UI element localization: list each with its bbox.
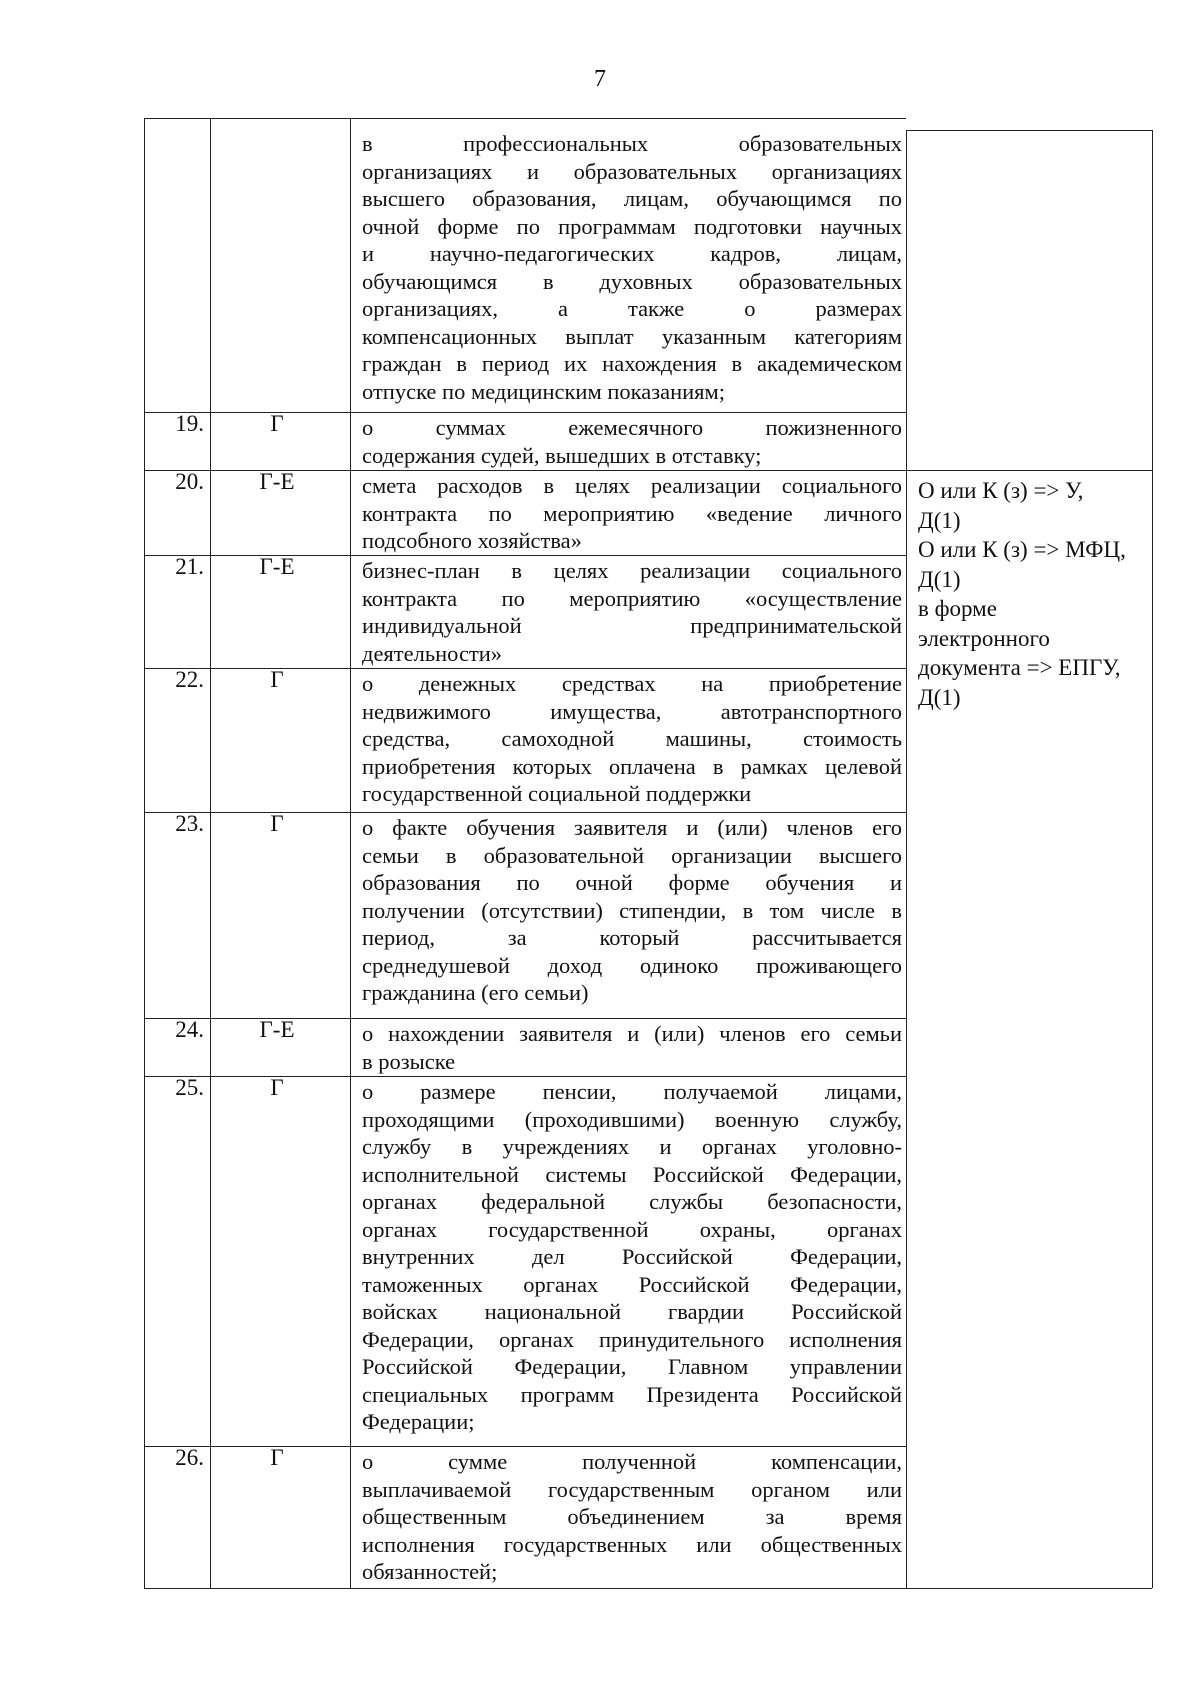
row-text-line: о сумме полученной компенсации, — [362, 1449, 902, 1474]
row-text-line: обучающимся в духовных образовательных — [362, 268, 902, 294]
row-text-line: семьи в образовательной организации высшего — [362, 842, 902, 868]
row-text-line: о суммах ежемесячного пожизненного — [362, 415, 902, 440]
row-text-line: организациях, а также о размерах — [362, 296, 902, 321]
row-text-line: организациях и образовательных организациях — [362, 158, 902, 184]
row-number: 22. — [175, 667, 204, 692]
table-divider-code — [350, 118, 351, 1588]
row-text-line: проходящими (проходившими) военную службу, — [362, 1106, 902, 1132]
route-line: О или К (з) => МФЦ, — [918, 537, 1126, 562]
table-border-bottom — [144, 1588, 1152, 1589]
row-text-line: о денежных средствах на приобретение — [362, 671, 902, 696]
row-text-line: контракта по мероприятию «ведение личного — [362, 500, 902, 526]
row-text-line: государственной социальной поддержки — [362, 781, 752, 806]
table-row — [362, 130, 902, 405]
row-text-line: выплачиваемой государственным органом или — [362, 1476, 902, 1502]
row-code: Г — [270, 1075, 284, 1100]
row-text-line: средства, самоходной машины, стоимость — [362, 726, 902, 751]
row-text-line: в профессиональных образовательных — [362, 131, 902, 156]
table-row — [362, 814, 902, 1007]
row-text-line: общественным объединением за время — [362, 1504, 902, 1529]
row-text-line: исполнительной системы Российской Федерации, — [362, 1161, 902, 1187]
table-row — [362, 1448, 902, 1586]
row-number: 24. — [175, 1017, 204, 1042]
row-text-line: среднедушевой доход одиноко проживающего — [362, 952, 902, 978]
table-row — [362, 472, 902, 555]
page-number: 7 — [594, 66, 606, 92]
row-text-line: в розыске — [362, 1048, 456, 1074]
route-line: Д(1) — [918, 566, 961, 592]
submission-route-cell — [918, 476, 1148, 712]
row-code: Г-Е — [259, 469, 295, 494]
row-number: 21. — [175, 554, 204, 579]
row-text-line: контракта по мероприятию «осуществление — [362, 585, 902, 611]
row-text-line: службу в учреждениях и органах уголовно- — [362, 1134, 902, 1159]
row-text-line: органах федеральной службы безопасности, — [362, 1189, 902, 1214]
row-text-line: подсобного хозяйства» — [362, 528, 582, 553]
row-number: 20. — [175, 469, 204, 494]
row-text-line: содержания судей, вышедших в отставку; — [362, 442, 762, 468]
table-border-left — [144, 118, 145, 1588]
row-text-line: отпуске по медицинским показаниям; — [362, 378, 725, 404]
table-row — [362, 670, 902, 808]
table-row — [362, 1078, 902, 1436]
row-text-line: гражданина (его семьи) — [362, 980, 589, 1005]
row-text-line: исполнения государственных или общественных — [362, 1531, 902, 1557]
route-line: О или К (з) => У, — [918, 478, 1084, 503]
route-line: электронного — [918, 625, 1050, 651]
row-text-line: бизнес-план в целях реализации социального — [362, 558, 902, 583]
row-text-line: образования по очной форме обучения и — [362, 870, 902, 895]
row-text-line: смета расходов в целях реализации социального — [362, 473, 902, 498]
row-text-line: очной форме по программам подготовки научных — [362, 213, 902, 239]
row-text-line: компенсационных выплат указанным категориям — [362, 323, 902, 349]
row-code: Г — [270, 1445, 284, 1470]
row-code: Г — [270, 811, 284, 836]
row-text-line: и научно-педагогических кадров, лицам, — [362, 241, 902, 266]
row-text-line: Федерации; — [362, 1409, 475, 1434]
row-text-line: недвижимого имущества, автотранспортного — [362, 698, 902, 724]
row-number: 23. — [175, 811, 204, 836]
table-border-top — [144, 118, 906, 119]
row-number: 26. — [175, 1445, 204, 1470]
row-number: 19. — [175, 411, 204, 436]
table-divider-desc — [906, 130, 907, 1588]
row-text-line: индивидуальной предпринимательской — [362, 613, 902, 638]
table-divider-num — [210, 118, 211, 1588]
row-code: Г-Е — [259, 1017, 295, 1042]
row-text-line: приобретения которых оплачена в рамках целевой — [362, 753, 902, 779]
row-text-line: о нахождении заявителя и (или) членов его семьи — [362, 1021, 902, 1046]
row-text-line: войсках национальной гвардии Российской — [362, 1299, 902, 1324]
route-line: Д(1) — [918, 684, 961, 710]
route-line: в форме — [918, 596, 997, 621]
row-text-line: граждан в период их нахождения в академическом — [362, 351, 902, 376]
row-text-line: внутренних дел Российской Федерации, — [362, 1244, 902, 1269]
table-row — [362, 557, 902, 667]
row-text-line: таможенных органах Российской Федерации, — [362, 1271, 902, 1297]
row-code: Г-Е — [259, 554, 295, 579]
route-line: документа => ЕПГУ, — [918, 655, 1121, 680]
row-text-line: получении (отсутствии) стипендии, в том числе в — [362, 897, 902, 923]
row-text-line: деятельности» — [362, 640, 503, 666]
row-text-line: Российской Федерации, Главном управлении — [362, 1354, 902, 1379]
row-text-line: период, за который рассчитывается — [362, 925, 902, 950]
row-text-line: специальных программ Президента Российской — [362, 1381, 902, 1407]
row-text-line: органах государственной охраны, органах — [362, 1216, 902, 1242]
row-text-line: о размере пенсии, получаемой лицами, — [362, 1079, 902, 1104]
route-line: Д(1) — [918, 507, 961, 533]
table-row — [362, 1020, 902, 1075]
row-text-line: обязанностей; — [362, 1559, 498, 1584]
row-code: Г — [270, 411, 284, 436]
table-border-right — [1152, 130, 1153, 1588]
table-row — [362, 414, 902, 469]
row-number: 25. — [175, 1075, 204, 1100]
table-border-top-route — [906, 130, 1152, 131]
row-code: Г — [270, 667, 284, 692]
row-text-line: Федерации, органах принудительного исполнения — [362, 1326, 902, 1352]
row-text-line: высшего образования, лицам, обучающимся по — [362, 186, 902, 211]
row-text-line: о факте обучения заявителя и (или) членов его — [362, 815, 902, 840]
